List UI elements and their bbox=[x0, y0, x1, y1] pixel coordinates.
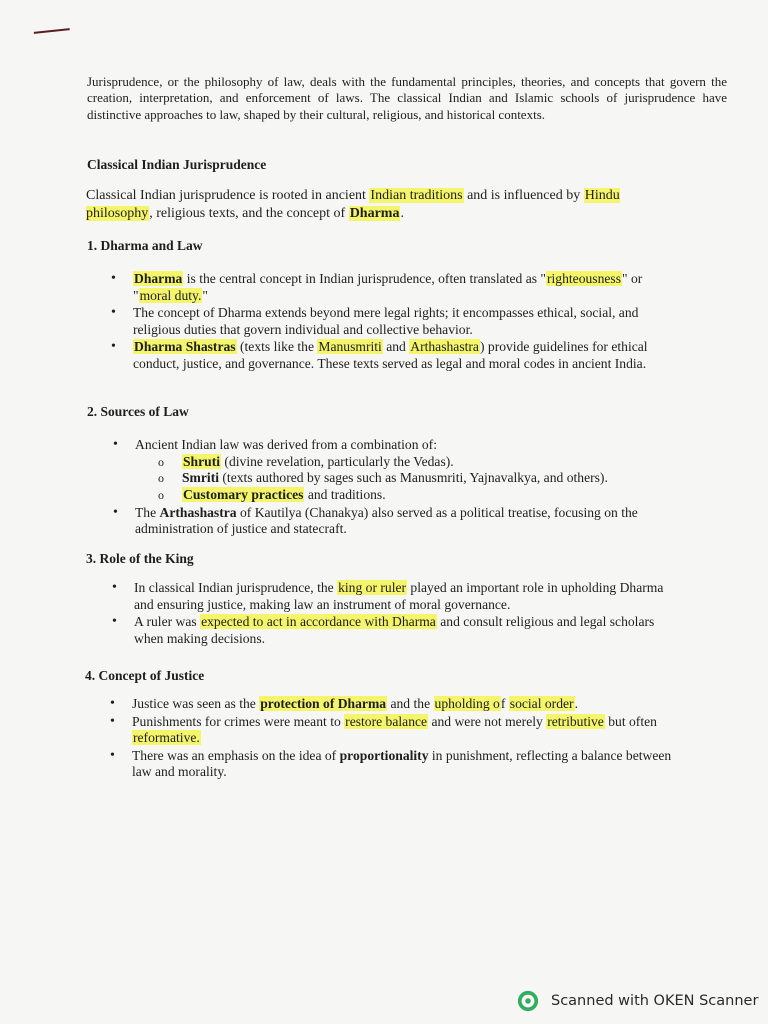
highlight-indian-traditions: Indian traditions bbox=[370, 188, 463, 203]
intro-paragraph: Jurisprudence, or the philosophy of law, deals with the fundamental principles, theories, and concepts that govern the creation, interpretation, and enforcement of laws. The classical Indian and Islamic schools of jurisprudence have distinctive approaches to law, shaped by their cultural, religious, and historical contexts. bbox=[87, 74, 727, 122]
sublist-item: o Smriti (texts authored by sages such as Manusmriti, Yajnavalkya, and others). bbox=[158, 470, 683, 487]
oken-scanner-logo-icon bbox=[517, 990, 539, 1012]
list-item: • Dharma Shastras (texts like the Manusmriti and Arthashastra) provide guidelines for ethical conduct, justice, and governance. These texts served as legal and moral codes in ancient India. bbox=[111, 339, 681, 372]
scanner-watermark bbox=[517, 990, 758, 1012]
list-item: • Dharma is the central concept in Indian jurisprudence, often translated as "righteousness" or "moral duty." bbox=[111, 271, 681, 304]
list-item: • The Arthashastra of Kautilya (Chanakya) also served as a political treatise, focusing on the administration of justice and statecraft. bbox=[113, 505, 683, 538]
list-role-of-the-king bbox=[112, 580, 682, 648]
list-dharma-and-law bbox=[111, 271, 681, 373]
list-item: • Punishments for crimes were meant to restore balance and were not merely retributive but often reformative. bbox=[110, 714, 680, 747]
list-concept-of-justice bbox=[110, 696, 680, 782]
list-item: • Justice was seen as the protection of Dharma and the upholding of social order. bbox=[110, 696, 680, 713]
list-item: • Ancient Indian law was derived from a combination of: o Shruti (divine revelation, particularly the Vedas). o Smriti (texts authored by sages such as Manusmriti, Yajnavalkya, and others). o Customary practices and traditions. bbox=[113, 437, 683, 504]
main-paragraph: Classical Indian jurisprudence is rooted in ancient Indian traditions and is influenced by Hindu philosophy, religious texts, and the concept of Dharma. bbox=[86, 188, 620, 221]
list-item: • There was an emphasis on the idea of proportionality in punishment, reflecting a balance between law and morality. bbox=[110, 748, 680, 781]
sublist-sources bbox=[135, 454, 683, 504]
list-item: • In classical Indian jurisprudence, the king or ruler played an important role in upholding Dharma and ensuring justice, making law an instrument of moral governance. bbox=[112, 580, 682, 613]
highlight-hindu-philosophy: Hindu philosophy bbox=[86, 188, 620, 221]
heading-dharma-and-law: 1. Dharma and Law bbox=[87, 238, 203, 253]
list-sources-of-law bbox=[113, 437, 683, 539]
highlight-dharma: Dharma bbox=[349, 206, 400, 221]
heading-role-of-the-king: 3. Role of the King bbox=[86, 551, 194, 566]
list-item: • The concept of Dharma extends beyond mere legal rights; it encompasses ethical, social, and religious duties that govern individual and collective behavior. bbox=[111, 305, 681, 338]
list-item: • A ruler was expected to act in accordance with Dharma and consult religious and legal scholars when making decisions. bbox=[112, 614, 682, 647]
pen-mark bbox=[34, 28, 70, 38]
heading-concept-of-justice: 4. Concept of Justice bbox=[85, 668, 205, 683]
heading-sources-of-law: 2. Sources of Law bbox=[87, 404, 189, 419]
scanner-watermark-label: Scanned with OKEN Scanner bbox=[551, 993, 759, 1009]
sublist-item: o Customary practices and traditions. bbox=[158, 487, 683, 504]
heading-classical-indian-jurisprudence: Classical Indian Jurisprudence bbox=[87, 157, 267, 172]
sublist-item: o Shruti (divine revelation, particularly the Vedas). bbox=[158, 454, 683, 471]
